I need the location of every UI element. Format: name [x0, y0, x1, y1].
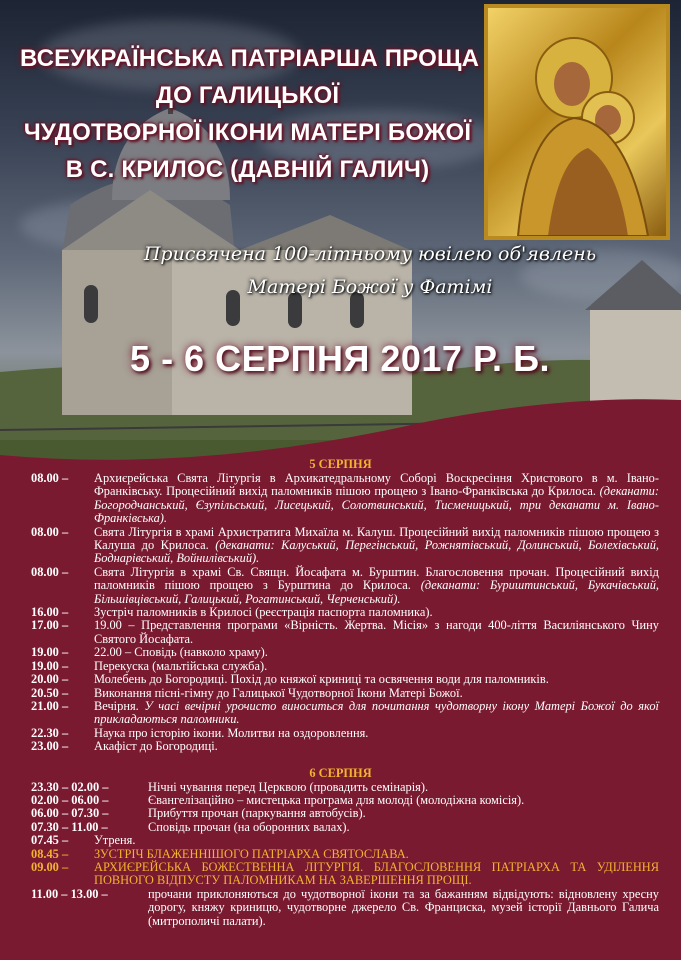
schedule-item — [0, 821, 681, 834]
item-time: 16.00 – — [31, 605, 69, 620]
day1-heading: 5 СЕРПНЯ — [309, 457, 372, 471]
title-line: ЧУДОТВОРНОЇ ІКОНИ МАТЕРІ БОЖОЇ — [23, 119, 472, 146]
item-text: Виконання пісні-гімну до Галицької Чудотворної Ікони Матері Божої. — [94, 685, 463, 700]
schedule-item — [0, 807, 681, 820]
schedule-item — [0, 794, 681, 807]
item-time: 07.45 – — [31, 833, 69, 848]
title-line: В С. КРИЛОС (ДАВНІЙ ГАЛИЧ) — [65, 156, 430, 183]
item-text: Наука про історію ікони. Молитви на оздоровлення. — [94, 725, 369, 740]
item-text: Свята Літургія в храмі Св. Свящн. Йосафата м. Бурштин. Благословення прочан. Процесійний вихід паломників пішою прощею з Бурштина до Крилоса. — [94, 564, 659, 593]
item-text: Архиєрейська Свята Літургія в Архикатедральному Соборі Воскресіння Христового в м. Івано-Франківську. Процесійний вихід паломників пішою прощею з Івано-Франківська до Крилоса. — [94, 471, 659, 499]
item-time: 23.30 – 02.00 – — [31, 779, 109, 794]
schedule-item — [0, 619, 681, 646]
item-time: 20.50 – — [31, 685, 69, 700]
item-text: Сповідь прочан (на оборонних валах). — [148, 819, 350, 834]
item-text: прочани приклоняються до чудотворної ікони та за бажанням відвідують: відновлену хресну дорогу, княжу криницю, чудотворне джерело Св. Франциска, музей історії Давнього Галича (митрополичі палати). — [148, 886, 659, 928]
item-time: 09.00 – — [31, 859, 69, 874]
item-time: 17.00 – — [31, 618, 69, 633]
item-text: ЗУСТРІЧ БЛАЖЕННІШОГО ПАТРІАРХА СВЯТОСЛАВА. — [94, 846, 409, 861]
schedule-item — [0, 888, 681, 928]
item-text: Прибуття прочан (паркування автобусів). — [148, 806, 366, 821]
item-time: 08.45 – — [31, 846, 69, 861]
item-text: АРХИЄРЕЙСЬКА БОЖЕСТВЕННА ЛІТУРГІЯ. БЛАГОСЛОВЕННЯ ПАТРІАРХА ТА УДІЛЕННЯ ПОВНОГО ВІДПУСТУ ПАЛОМНИКАМ НА ЗАВЕРШЕННЯ ПРОЩІ. — [94, 859, 659, 888]
item-text: Нічні чування перед Церквою (провадить семінарія). — [148, 779, 429, 794]
item-time: 08.00 – — [31, 564, 69, 579]
title-line: ДО ГАЛИЦЬКОЇ — [155, 82, 340, 109]
schedule-item-highlight — [0, 861, 681, 888]
item-text: 19.00 – Представлення програми «Вірність. Жертва. Місія» з нагоди 400-ліття Василіянського Чину Святого Йосафата. — [94, 618, 659, 646]
day2-heading: 6 СЕРПНЯ — [309, 765, 372, 780]
madonna-icon-image — [484, 4, 670, 240]
item-note: (деканати: Богородчанський, Єзупільський, Лисецький, Солотвинський, Тисменицький, три деканати м. Івано-Франківська). — [94, 484, 659, 526]
item-time: 06.00 – 07.30 – — [31, 806, 109, 821]
schedule-item — [0, 727, 681, 740]
dedication-subtitle — [110, 238, 630, 304]
item-time: 07.30 – 11.00 – — [31, 819, 108, 834]
schedule-item — [0, 700, 681, 727]
item-note: У часі вечірні урочисто виноситься для почитання чудотворну ікону Матері Божої до якої прикладаються паломники. — [94, 698, 659, 727]
item-time: 11.00 – 13.00 – — [31, 886, 108, 901]
schedule-item — [0, 472, 681, 526]
schedule-item — [0, 781, 681, 794]
item-text: 22.00 – Сповідь (навколо храму). — [94, 645, 268, 660]
schedule-item — [0, 646, 681, 659]
dedication-line: Матері Божої у Фатімі — [247, 276, 493, 298]
item-time: 19.00 – — [31, 658, 69, 673]
item-text: Перекуска (мальтійська служба). — [94, 658, 268, 673]
item-note: (деканати: Буриштинський, Букачівський, Більшівцівський, Галицький, Рогатинський, Черченський). — [94, 578, 659, 606]
madonna-icon — [488, 8, 666, 236]
item-text: Свята Літургія в храмі Архистратига Михаїла м. Калуш. Процесійний вихід паломників пішою прощею з Калуша до Крилоса. — [94, 524, 659, 553]
item-time: 08.00 – — [31, 524, 69, 539]
schedule-item — [0, 606, 681, 619]
schedule-item — [0, 740, 681, 753]
schedule — [0, 458, 681, 960]
item-text: Акафіст до Богородиці. — [94, 739, 218, 754]
schedule-item — [0, 834, 681, 847]
item-text: Молебень до Богородиці. Похід до княжої криниці та освячення води для паломників. — [94, 672, 549, 687]
title-line: ВСЕУКРАЇНСЬКА ПАТРІАРША ПРОЩА — [20, 45, 480, 72]
item-time: 20.00 – — [31, 672, 69, 687]
item-time: 08.00 – — [31, 471, 69, 485]
schedule-item — [0, 687, 681, 700]
item-text: Євангелізаційно – мистецька програма для молоді (молодіжна комісія). — [148, 792, 525, 807]
item-note: (деканати: Калуський, Перегінський, Рожнятівський, Долинський, Болехівський, Боднарівський, Войнилівський). — [94, 538, 659, 566]
item-time: 22.30 – — [31, 725, 69, 740]
schedule-item — [0, 566, 681, 606]
item-text: Зустріч паломників в Крилосі (реєстрація паспорта паломника). — [94, 605, 433, 620]
item-text: Вечірня. — [94, 698, 139, 713]
item-text: Утреня. — [94, 833, 136, 848]
item-time: 21.00 – — [31, 698, 69, 713]
schedule-item — [0, 673, 681, 686]
item-time: 02.00 – 06.00 – — [31, 792, 109, 807]
schedule-item — [0, 526, 681, 566]
schedule-item — [0, 660, 681, 673]
schedule-item-highlight — [0, 848, 681, 861]
dedication-line: Присвячена 100-літньому ювілею об'явлень — [143, 243, 597, 265]
item-time: 23.00 – — [31, 739, 69, 754]
item-time: 19.00 – — [31, 645, 69, 660]
event-date: 5 - 6 СЕРПНЯ 2017 Р. Б. — [130, 338, 550, 379]
page-title — [20, 40, 480, 188]
